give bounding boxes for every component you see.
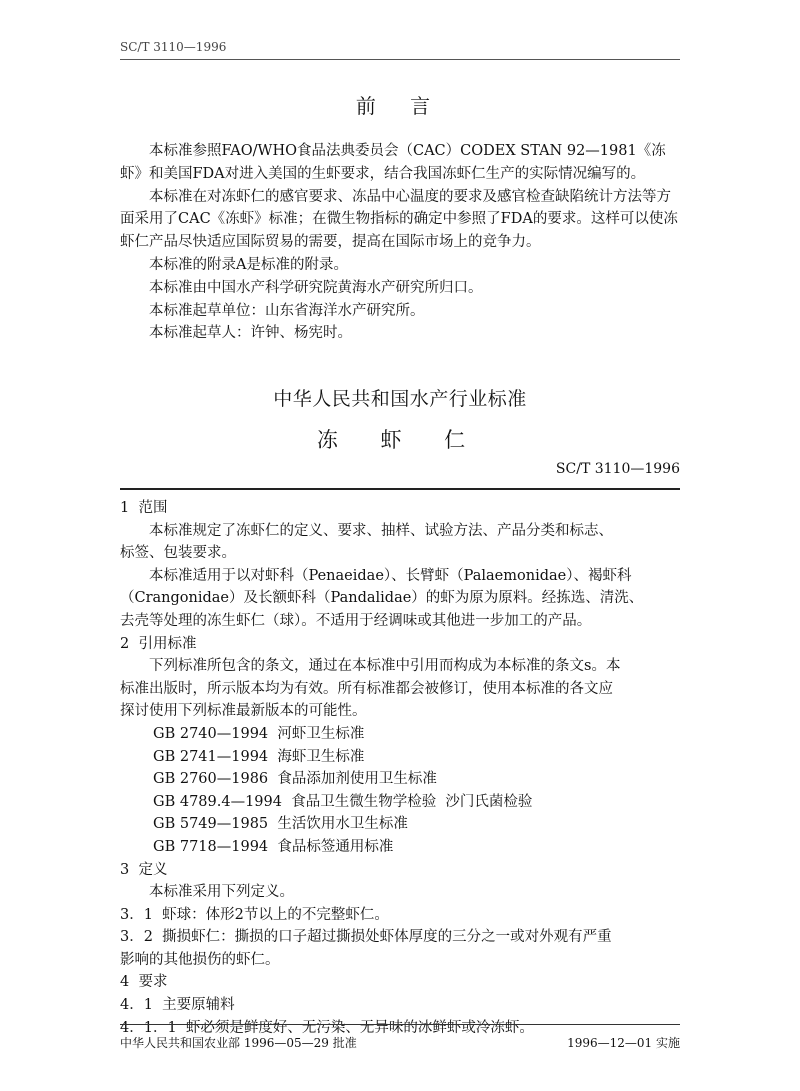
body-line: 去壳等处理的冻生虾仁（球）。不适用于经调味或其他进一步加工的产品。 (120, 612, 592, 629)
foreword-paragraph: 本标准的附录A是标准的附录。 (149, 256, 348, 273)
foreword-paragraph: 本标准起草单位：山东省海洋水产研究所。 (149, 302, 425, 319)
body-line: 本标准规定了冻虾仁的定义、要求、抽样、试验方法、产品分类和标志、 (149, 522, 613, 539)
foreword-title: 前 言 (355, 94, 445, 118)
footer-divider (120, 1024, 680, 1025)
foreword-paragraph: 本标准起草人：许钟、杨宪时。 (149, 325, 352, 342)
body-line: 下列标准所包含的条文，通过在本标准中引用而构成为本标准的条文s。本 (149, 658, 621, 675)
foreword-paragraph: 本标准参照FAO/WHO食品法典委员会（CAC）CODEX STAN 92—1981《冻虾》和美国FDA对进入美国的生虾要求，结合我国冻虾仁生产的实际情况编写的。 (120, 143, 666, 182)
body-line: 3．2 撕损虾仁：撕损的口子超过撕损处虾体厚度的三分之一或对外观有严重 (120, 929, 612, 946)
foreword-section (120, 140, 680, 345)
standard-code: SC/T 3110—1996 (555, 461, 680, 477)
reference-item: GB 7718—1994 食品标签通用标准 (153, 838, 394, 855)
foreword-paragraph: 本标准在对冻虾仁的感官要求、冻品中心温度的要求及感官检查缺陷统计方法等方面采用了CAC《冻虾》标准；在微生物指标的确定中参照了FDA的要求。这样可以使冻虾仁产品尽快适应国际贸易的需要，提高在国际市场上的竞争力。 (120, 188, 678, 251)
body-line: 探讨使用下列标准最新版本的可能性。 (120, 703, 367, 720)
reference-item: GB 4789.4—1994 食品卫生微生物学检验 沙门氏菌检验 (153, 793, 533, 810)
body-divider (120, 488, 680, 490)
body-line: 4．1．1 虾必须是鲜度好、无污染、无异味的冰鲜虾或冷冻虾。 (120, 1019, 534, 1036)
standard-body (120, 497, 680, 1039)
body-line: 4．1 主要原辅料 (120, 997, 235, 1014)
body-line: 标准出版时，所示版本均为有效。所有标准都会被修订，使用本标准的各文应 (120, 680, 613, 697)
reference-item: GB 5749—1985 生活饮用水卫生标准 (153, 816, 408, 833)
body-line: 本标准采用下列定义。 (149, 884, 294, 901)
body-line: 本标准适用于以对虾科（Penaeidae）、长臂虾（Palaemonidae）、褐虾科 (149, 567, 632, 584)
body-line: 3．1 虾球：体形2节以上的不完整虾仁。 (120, 906, 389, 923)
reference-item: GB 2760—1986 食品添加剂使用卫生标准 (153, 771, 437, 788)
reference-item: GB 2741—1994 海虾卫生标准 (153, 748, 365, 765)
product-title: 冻 虾 仁 (316, 428, 484, 452)
section-heading: 4 要求 (120, 974, 168, 991)
footer-issued: 中华人民共和国农业部 1996—05—29 批准 (120, 1036, 357, 1050)
reference-item: GB 2740—1994 河虾卫生标准 (153, 725, 365, 742)
body-line: 标签、包装要求。 (120, 545, 236, 562)
header-standard-code: SC/T 3110—1996 (120, 40, 227, 54)
section-heading: 2 引用标准 (120, 635, 197, 652)
body-line: （Crangonidae）及长额虾科（Pandalidae）的虾为原为原料。经拣选、清洗、 (120, 590, 644, 607)
standard-title: 中华人民共和国水产行业标准 (273, 388, 527, 410)
body-line: 影响的其他损伤的虾仁。 (120, 951, 280, 968)
header-divider (120, 59, 680, 60)
section-heading: 1 范围 (120, 500, 168, 516)
footer-effective: 1996—12—01 实施 (567, 1036, 680, 1050)
section-heading: 3 定义 (120, 861, 168, 878)
foreword-paragraph: 本标准由中国水产科学研究院黄海水产研究所归口。 (149, 279, 483, 296)
